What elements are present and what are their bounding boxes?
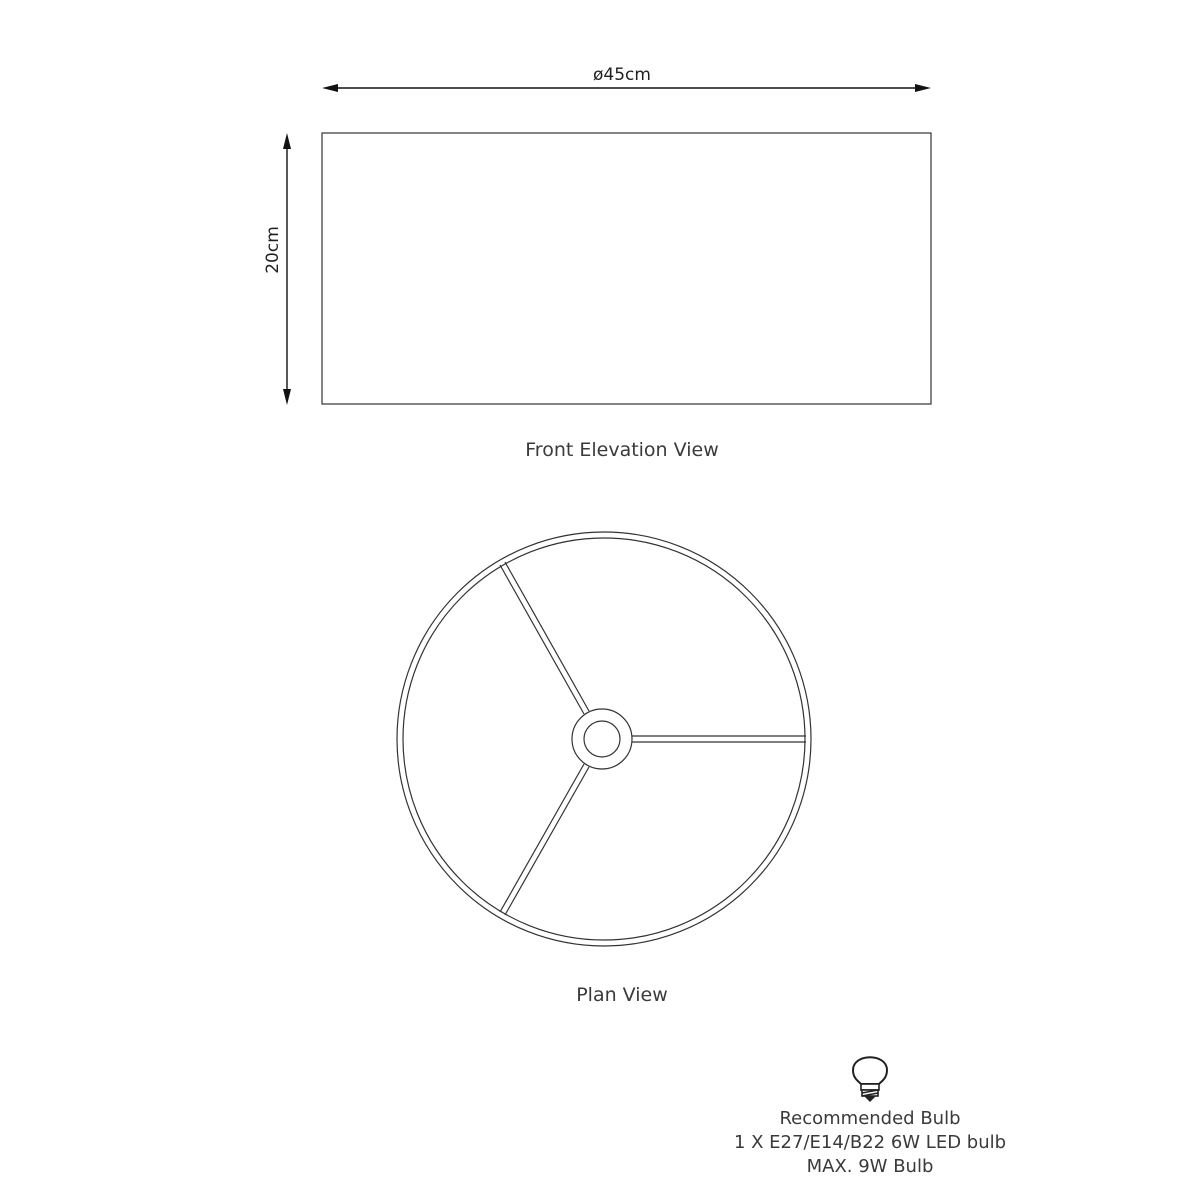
spoke-right xyxy=(632,736,806,742)
diameter-dimension xyxy=(322,65,931,92)
outer-ring-inner xyxy=(403,538,805,940)
spoke-lower-left xyxy=(500,764,589,915)
diameter-label: ø45cm xyxy=(593,65,651,85)
light-bulb-icon xyxy=(853,1057,887,1101)
outer-ring-outer xyxy=(397,532,811,946)
plan-view-caption: Plan View xyxy=(576,984,668,1006)
spoke-upper-left xyxy=(500,562,589,714)
bulb-title: Recommended Bulb xyxy=(779,1108,961,1129)
bulb-spec: 1 X E27/E14/B22 6W LED bulb xyxy=(733,1132,1007,1153)
front-elevation-outline xyxy=(322,133,931,404)
height-label: 20cm xyxy=(263,226,283,274)
front-elevation-caption: Front Elevation View xyxy=(525,439,719,461)
bulb-max: MAX. 9W Bulb xyxy=(806,1156,934,1177)
hub-outer-ring xyxy=(572,709,632,769)
height-dimension xyxy=(263,133,291,405)
plan-view-drawing xyxy=(397,532,811,946)
hub-inner-ring xyxy=(584,721,620,757)
